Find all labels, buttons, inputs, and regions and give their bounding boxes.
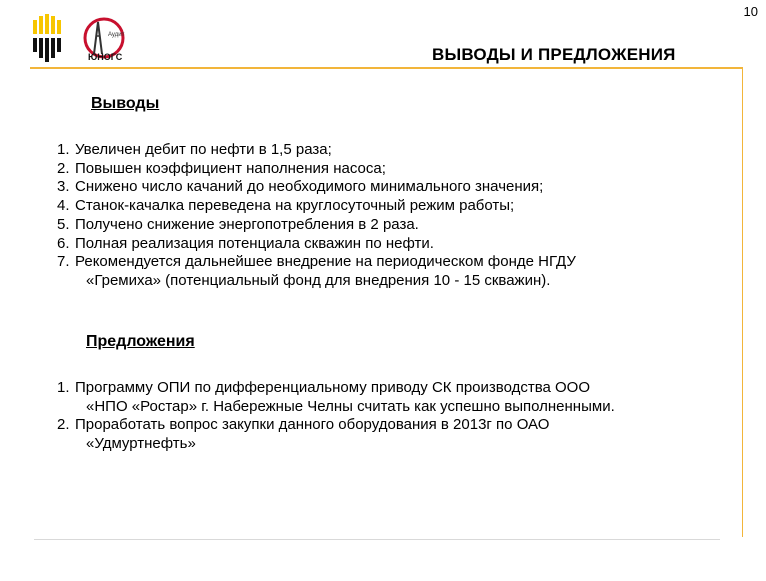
- item-text: Получено снижение энергопотребления в 2 раза.: [75, 215, 419, 233]
- item-number: 6.: [57, 234, 70, 252]
- item-text: Станок-качалка переведена на круглосуточный режим работы;: [75, 197, 515, 215]
- item-number: 3.: [57, 178, 70, 196]
- item-text: Проработать вопрос закупки данного оборудования в 2013г по ОАО: [75, 416, 550, 434]
- list-item: [57, 379, 747, 416]
- proposals-list: [57, 379, 747, 454]
- rosneft-logo: [30, 14, 66, 64]
- list-item: [57, 160, 737, 179]
- header-divider: [30, 67, 742, 69]
- list-item: [57, 253, 737, 290]
- item-number: 1.: [57, 141, 70, 158]
- list-item: [57, 178, 737, 197]
- item-number: 4.: [57, 197, 70, 215]
- item-text-continued: «Удмуртнефть»: [86, 435, 196, 453]
- list-item: [57, 141, 737, 160]
- item-text: Программу ОПИ по дифференциальному приводу СК производства ООО: [75, 379, 591, 396]
- item-text-continued: «Гремиха» (потенциальный фонд для внедрения 10 - 15 скважин).: [86, 271, 551, 289]
- item-text: Рекомендуется дальнейшее внедрение на периодическом фонде НГДУ: [75, 253, 576, 271]
- list-item: [57, 416, 747, 453]
- logo-text: ЮНОГС: [88, 52, 123, 62]
- item-text: Снижено число качаний до необходимого минимального значения;: [75, 178, 544, 196]
- list-item: [57, 216, 737, 235]
- logo-small-text: Аудит: [108, 32, 125, 38]
- item-text: Повышен коэффициент наполнения насоса;: [75, 159, 386, 177]
- conclusions-heading: Выводы: [91, 95, 160, 112]
- item-number: 5.: [57, 215, 70, 233]
- item-number: 2.: [57, 159, 70, 177]
- yunogs-logo: [82, 14, 138, 66]
- page-number: 10: [743, 4, 758, 19]
- item-number: 1.: [57, 379, 70, 396]
- item-number: 7.: [57, 253, 70, 271]
- page-title: ВЫВОДЫ И ПРЕДЛОЖЕНИЯ: [432, 45, 676, 64]
- item-number: 2.: [57, 416, 70, 434]
- proposals-heading: Предложения: [86, 333, 195, 350]
- right-divider: [742, 67, 743, 537]
- footer-divider: [34, 539, 720, 540]
- item-text: Увеличен дебит по нефти в 1,5 раза;: [75, 141, 332, 158]
- list-item: [57, 197, 737, 216]
- item-text: Полная реализация потенциала скважин по нефти.: [75, 234, 434, 252]
- item-text-continued: «НПО «Ростар» г. Набережные Челны считать как успешно выполненными.: [86, 397, 615, 415]
- conclusions-list: [57, 141, 737, 291]
- list-item: [57, 235, 737, 254]
